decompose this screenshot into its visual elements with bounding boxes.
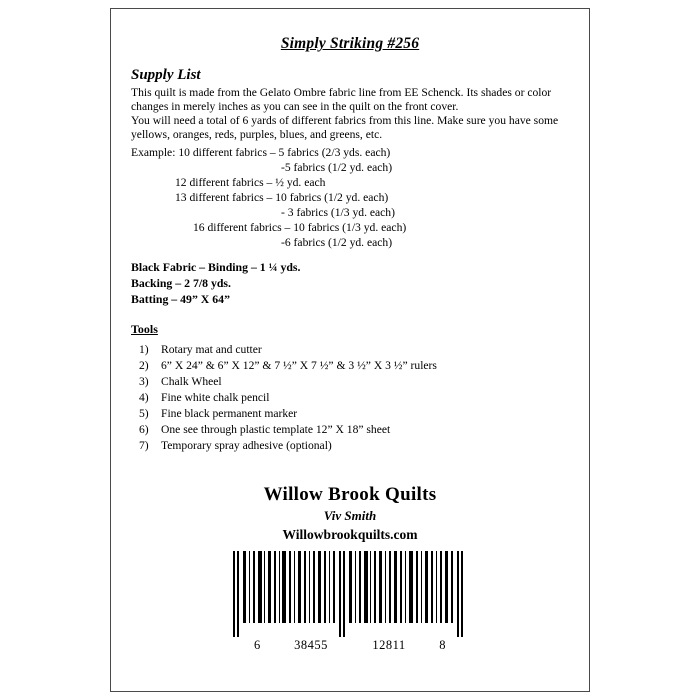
barcode-digit-left: 6 (254, 637, 261, 652)
barcode-group-1: 38455 (294, 637, 328, 652)
tool-number: 4) (139, 390, 149, 404)
materials-list (131, 260, 569, 308)
example-line: - 3 fabrics (1/3 yd. each) (281, 205, 395, 219)
example-fabric-breakdown (131, 145, 569, 250)
tools-list (131, 342, 569, 454)
example-line: 12 different fabrics – ½ yd. each (175, 175, 326, 189)
barcode-group-2: 12811 (372, 637, 406, 652)
tool-label: Rotary mat and cutter (161, 342, 262, 356)
example-line: 13 different fabrics – 10 fabrics (1/2 yd. each) (175, 190, 389, 204)
tool-number: 6) (139, 422, 149, 436)
tool-label: Chalk Wheel (161, 374, 222, 388)
pattern-back-cover (110, 8, 590, 692)
list-item (131, 374, 569, 390)
company-name: Willow Brook Quilts (263, 483, 437, 505)
tool-number: 7) (139, 438, 149, 452)
material-item: Black Fabric – Binding – 1 ¼ yds. (131, 260, 301, 274)
list-item (131, 342, 569, 358)
tool-number: 2) (139, 358, 149, 372)
example-line: -5 fabrics (1/2 yd. each) (281, 160, 393, 174)
cover-content (131, 29, 569, 653)
tool-label: 6” X 24” & 6” X 12” & 7 ½” X 7 ½” & 3 ½” X 3 ½” rulers (161, 358, 437, 372)
list-item (131, 390, 569, 406)
example-line: 16 different fabrics – 10 fabrics (1/3 yd. each) (193, 220, 407, 234)
tools-heading: Tools (131, 321, 158, 336)
page-title: Simply Striking #256 (280, 35, 420, 52)
designer-name: Viv Smith (323, 507, 377, 523)
list-item (131, 422, 569, 438)
barcode (131, 551, 569, 637)
tool-label: Fine black permanent marker (161, 406, 298, 420)
tool-number: 5) (139, 406, 149, 420)
list-item (131, 358, 569, 374)
brand-block (131, 484, 569, 653)
tool-number: 1) (139, 342, 149, 356)
list-item (131, 438, 569, 454)
material-item: Batting – 49” X 64” (131, 291, 230, 306)
example-line: -6 fabrics (1/2 yd. each) (281, 235, 393, 249)
barcode-digits (131, 638, 569, 653)
list-item (131, 406, 569, 422)
tool-label: One see through plastic template 12” X 18” sheet (161, 422, 391, 436)
supply-list-heading: Supply List (131, 67, 201, 83)
intro-paragraph-1: This quilt is made from the Gelato Ombre fabric line from EE Schenck. Its shades or color changes in merely inches as you can see in the quilt on the front cover. (131, 86, 552, 114)
example-line: Example: 10 different fabrics – 5 fabrics (2/3 yds. each) (131, 145, 391, 159)
tool-number: 3) (139, 374, 149, 388)
website-link[interactable]: Willowbrookquilts.com (282, 526, 418, 542)
tool-label: Temporary spray adhesive (optional) (161, 438, 332, 452)
tool-label: Fine white chalk pencil (161, 390, 270, 404)
material-item: Backing – 2 7/8 yds. (131, 275, 231, 290)
barcode-image (225, 551, 475, 637)
intro-paragraph-2: You will need a total of 6 yards of different fabrics from this line. Make sure you have some yellows, oranges, reds, purples, blues, and greens, etc. (131, 114, 559, 142)
barcode-digit-right: 8 (439, 637, 446, 652)
